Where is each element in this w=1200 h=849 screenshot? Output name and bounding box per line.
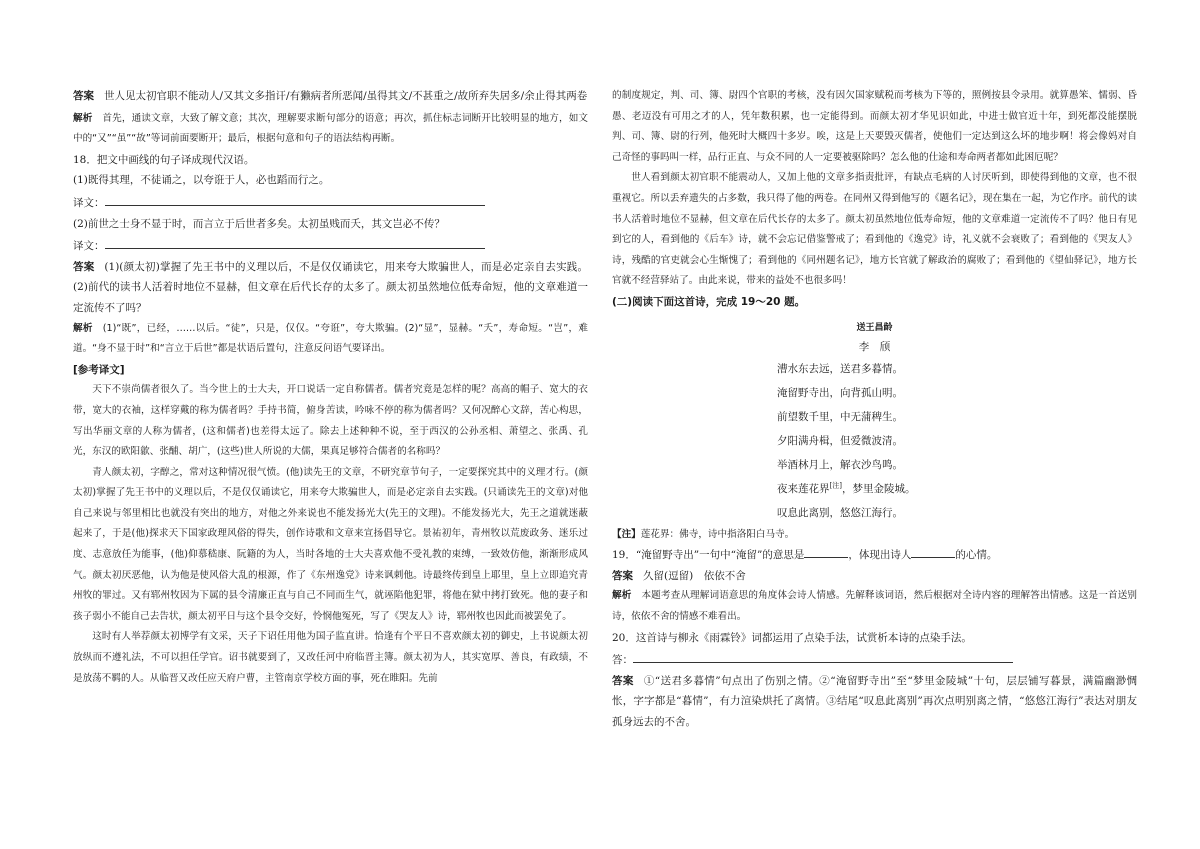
poem-line: 淹留野寺出，向背孤山明。 — [777, 386, 903, 399]
translation-line-1 — [73, 191, 588, 214]
right-column — [612, 86, 1137, 732]
poem-line: 举酒林月上，解衣沙鸟鸣。 — [777, 458, 903, 471]
answer-line — [612, 648, 1137, 671]
poem-line: 夕阳满舟楫，但爱微波清。 — [777, 434, 903, 447]
question-19-text: 19．“淹留野寺出”一句中“淹留”的意思是 — [612, 549, 805, 562]
poem-body — [612, 357, 1137, 525]
answer-text: 世人见太初官职不能动人/又其文多指讦/有獭病者所恶闻/虽得其文/不甚重之/故所弃失居多/余止得其两卷 — [104, 90, 588, 102]
footnote-marker: [注] — [829, 481, 842, 490]
poem-line-part: ，梦里金陵城。 — [841, 482, 916, 495]
answer-label: 答案 — [73, 260, 95, 273]
answer-18 — [73, 257, 588, 319]
answer-label: 答案 — [612, 674, 634, 687]
reference-paragraph-5: 世人看到颜太初官职不能震动人，又加上他的文章多指责批评，有缺点毛病的人讨厌听到，即使得到他的文章，也不很重视它。所以丢弃遗失的占多数，我只得了他的两卷。在同州又得到他写的《题名记》，现在集在一起，为它作序。前代的读书人活着时地位不显赫，但文章在后代长存的太多了。颜太初虽然地位低寿命短，他的文章难道一定流传不了吗？他日有见到它的人，看到他的《后车》诗，就不会忘记借鉴警戒了；看到他的《逸党》诗，礼义就不会衰败了；看到他的《哭友人》诗，残酷的官吏就会心生惭愧了；看到他的《同州题名记》，地方长官就了解政治的腐败了；看到他的《望仙驿记》，地方长官就不经营驿站了。由此来说，带来的益处不也很多吗！ — [612, 172, 1137, 287]
section-2-title: (二)阅读下面这首诗，完成 19～20 题。 — [612, 295, 806, 308]
poem-line-part: 夜来莲花界 — [777, 482, 830, 495]
answer-label: 答案 — [73, 90, 94, 102]
left-column — [73, 86, 588, 689]
analysis-text: (1)“既”，已经，……以后。“徒”，只是，仅仅。“夸诳”，夸大欺骗。(2)“显”，显赫。“夭”，寿命短。“岂”，难道。“身不显于时”和“言立于后世”都是状语后置句，注意反问语气要译出。 — [73, 322, 589, 355]
question-18: 18．把文中画线的句子译成现代汉语。 — [73, 153, 255, 166]
poem-author: 李 颀 — [858, 340, 891, 353]
answer-text: 久留(逗留) 依依不舍 — [643, 569, 746, 582]
question-19-text: ，体现出诗人 — [848, 549, 912, 562]
analysis-19 — [612, 586, 1137, 627]
translation-line-2 — [73, 234, 588, 257]
answer-19 — [612, 566, 1137, 587]
poem-note — [612, 525, 1137, 546]
poem-line: 叹息此离别，悠悠江海行。 — [777, 506, 903, 519]
analysis-label: 解析 — [73, 322, 93, 334]
poem-line: 漕水东去远，送君多暮情。 — [777, 362, 903, 375]
analysis-text: 本题考查从理解词语意思的角度体会诗人情感。先解释该词语，然后根据对全诗内容的理解答出情感。这是一首送别诗，依依不舍的情感不难看出。 — [612, 590, 1138, 622]
answer-label: 答案 — [612, 569, 633, 582]
question-19-text: 的心情。 — [955, 549, 998, 562]
analysis-label: 解析 — [612, 590, 632, 602]
question-18-part-2: (2)前世之士身不显于时，而言立于后世者多矣。太初虽贱而夭，其文岂必不传？ — [73, 217, 445, 230]
answer-17 — [73, 86, 588, 107]
analysis-18 — [73, 319, 588, 360]
translation-input-1[interactable] — [105, 191, 485, 206]
analysis-17 — [73, 109, 588, 150]
translation-label: 译文： — [73, 240, 105, 253]
reference-translation-title: [参考译文] — [73, 363, 125, 376]
reference-paragraph-3: 这时有人举荐颜太初博学有文采，天子下诏任用他为国子监直讲。恰逢有个平日不喜欢颜太初的御史，上书说颜太初放纵而不遵礼法，不可以担任学官。诏书就要到了，又改任河中府临晋主簿。颜太初为人，其实宽厚、善良，有政绩，不是放荡不羁的人。从临晋又改任应天府户曹，主管南京学校方面的事，死在睢阳。先前 — [73, 631, 588, 684]
question-18-part-1: (1)既得其理，不徒诵之，以夸诳于人，必也蹈而行之。 — [73, 174, 330, 187]
poem-line — [612, 477, 1137, 501]
blank-2[interactable] — [911, 545, 955, 558]
question-20: 20．这首诗与柳永《雨霖铃》词都运用了点染手法，试赏析本诗的点染手法。 — [612, 631, 972, 644]
note-label: 【注】 — [612, 528, 641, 540]
poem-title: 送王昌龄 — [856, 322, 893, 333]
answer-line-label: 答： — [612, 654, 633, 667]
question-19 — [612, 545, 1137, 566]
poem-line: 前望数千里，中无蒲稗生。 — [777, 410, 903, 423]
reference-paragraph-1: 天下不崇尚儒者很久了。当今世上的士大夫，开口说话一定自称儒者。儒者究竟是怎样的呢？高高的帽子、宽大的衣带，宽大的衣袖，这样穿戴的称为儒者吗？手持书简，俯身苦读，吟咏不停的称为儒者吗？又何况醉心文辞，苦心构思，写出华丽文章的人称为儒者，(这和儒者)也差得太远了。除去上述种种不说，至于西汉的公孙丞相、萧望之、张禹、孔光，东汉的欧阳歙、张酺、胡广，(这些)世人所说的大儒，果真足够符合儒者的名称吗？ — [73, 384, 588, 458]
analysis-text: 首先，通读文章，大致了解文意；其次，理解要求断句部分的语意；再次，抓住标志词断开比较明显的地方，如文中的“又”“虽”“故”等词前面要断开；最后，根据句意和句子的语法结构再断。 — [73, 112, 589, 145]
answer-input-20[interactable] — [633, 648, 1013, 663]
answer-text: ①“送君多暮情”句点出了伤别之情。②“淹留野寺出”至“梦里金陵城”十句，层层铺写暮景，满篇幽渺惆怅，字字都是“暮情”，有力渲染烘托了离情。③结尾“叹息此离别”再次点明别离之情，“悠悠江海行”表达对朋友孤身远去的不舍。 — [612, 674, 1137, 728]
translation-input-2[interactable] — [105, 234, 485, 249]
answer-20 — [612, 671, 1137, 733]
translation-label: 译文： — [73, 196, 105, 209]
answer-text: (1)(颜太初)掌握了先王书中的义理以后，不是仅仅诵读它，用来夸大欺骗世人，而是必定亲自去实践。(2)前代的读书人活着时地位不显赫，但文章在后代长存的太多了。颜太初虽然地位低寿命短，他的文章难道一定流传不了吗？ — [73, 260, 588, 314]
analysis-label: 解析 — [73, 112, 93, 124]
reference-paragraph-2: 青人颜太初，字醇之，常对这种情况很气愤。(他)读先王的文章，不研究章节句子，一定要探究其中的义理才行。(颜太初)掌握了先王书中的义理以后，不是仅仅诵读它，用来夸大欺骗世人，而是必定亲自去实践。(只诵读先王的文章)对他自己来说与邻里相比也就没有突出的地方，对他之外来说也不能发扬光大(先王的文理)。不能发扬光大，先王之道就迷蔽起来了，于是(他)探求天下国家政理风俗的得失，创作诗歌和文章来宣扬倡导它。景祐初年，青州牧以荒废政务、迷乐过度、志意放任为能事，(他)仰慕嵇康、阮籍的为人，当时各地的士大夫喜欢他不受礼教的束缚，一致效仿他，渐渐形成风气。颜太初厌恶他，认为他是使风俗大乱的根源，作了《东州逸党》诗来讽刺他。诗最终传到皇上耶里，皇上立即追究青州牧的罪过。又有郓州牧因为下属的县令清廉正直与自己不同而生气，就诬陷他犯罪，将他在狱中拷打致死。他的妻子和孩子弱小不能自己去告状，颜太初平日与这个县令交好，怜悯他冤死，写了《哭友人》诗，郓州牧也因此而被罢免了。 — [73, 466, 588, 622]
reference-paragraph-4: 的制度规定，判、司、簿、尉四个官职的考核，没有因欠国家赋税而考核为下等的，照例按县令录用。就算愚笨、懦弱、昏愚、老迈没有可用之才的人，凭年数积累，也一定能得到。而颜太初才华见识如此，中进士做官近十年，到死都没能摆脱判、司、簿、尉的行列，他死时大概四十多岁。唉，这是上天要毁灭儒者，使他们一定达到这么坏的地步啊！将会像妈对自己奇怪的事吗叫一样，品行正直、与众不同的人一定要被驱除吗？怎么他的仕途和寿命两者都如此困厄呢？ — [612, 90, 1137, 163]
blank-1[interactable] — [804, 545, 848, 558]
note-text: 莲花界：佛寺，诗中指洛阳白马寺。 — [640, 528, 795, 540]
